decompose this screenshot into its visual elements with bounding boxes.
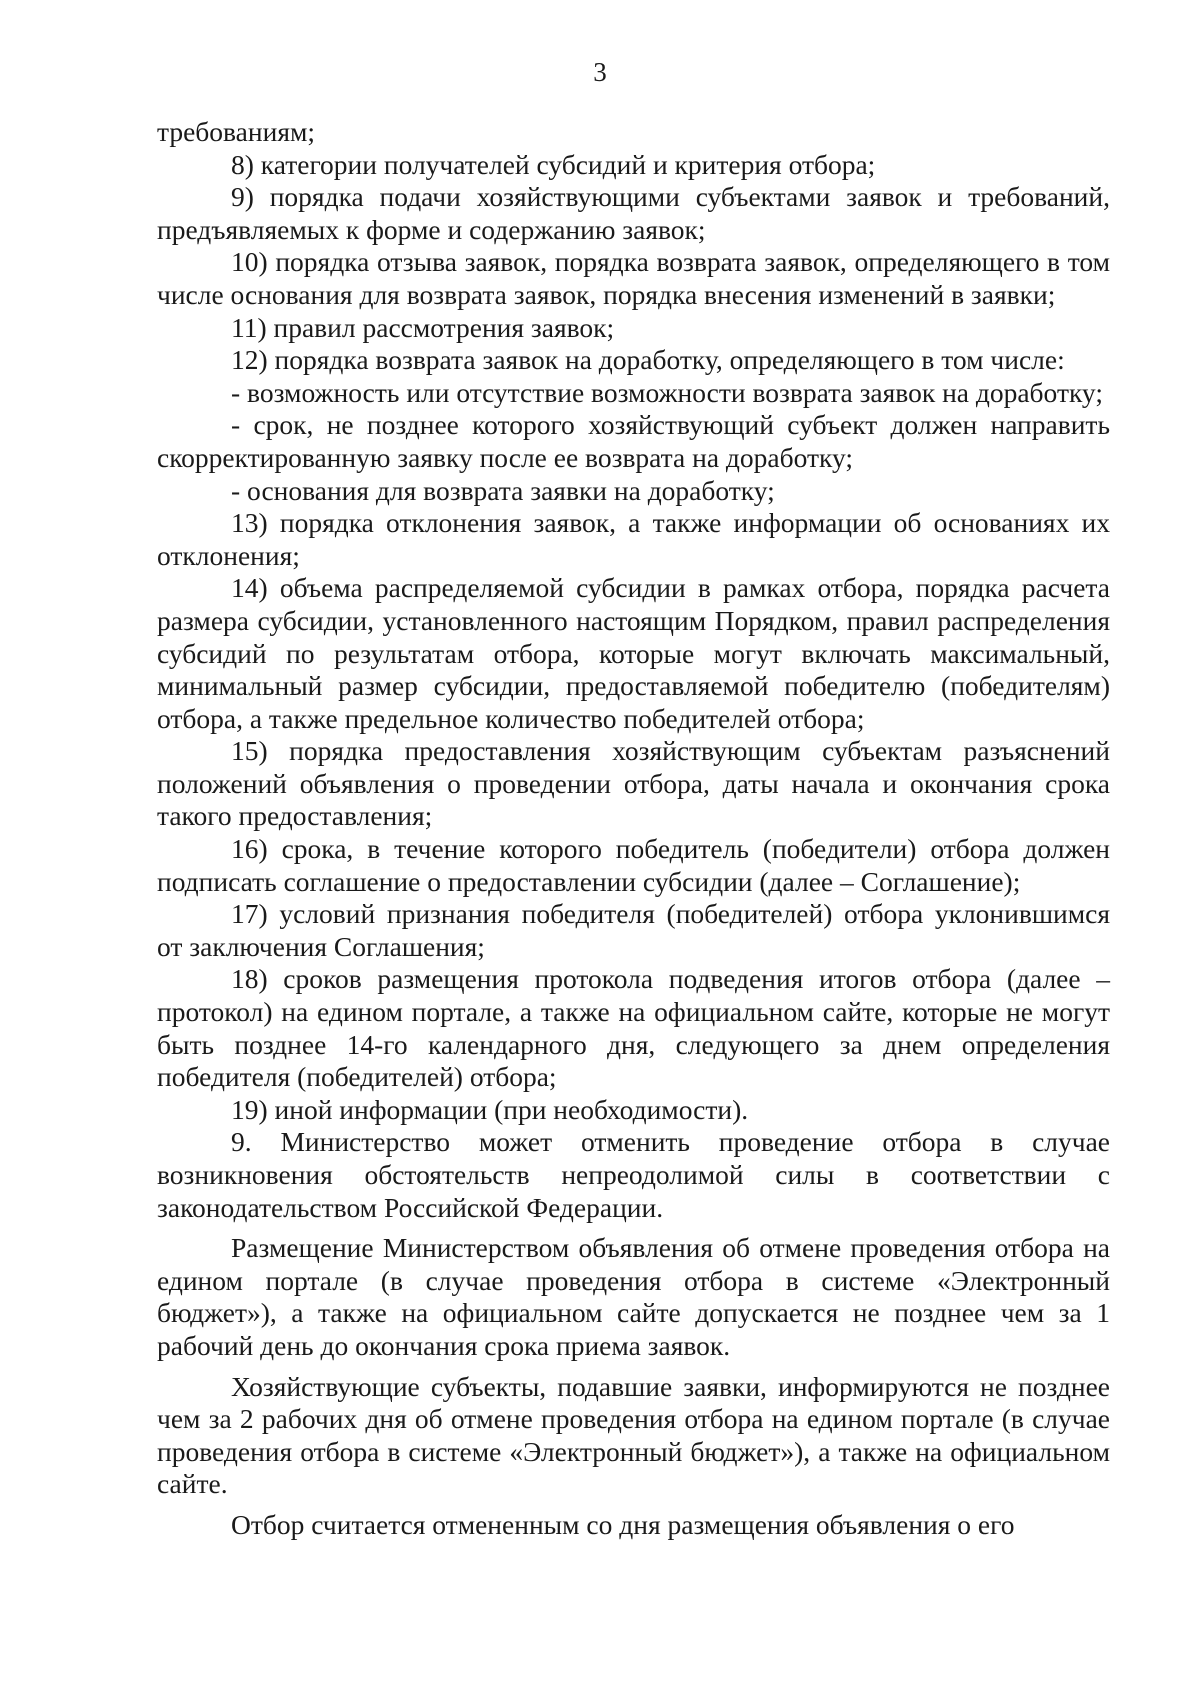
- paragraph: - срок, не позднее которого хозяйствующий субъект должен направить скорректированную заявку после ее возврата на доработку;: [157, 409, 1110, 473]
- paragraph: 9) порядка подачи хозяйствующими субъектами заявок и требований, предъявляемых к форме и содержанию заявок;: [157, 181, 1110, 245]
- paragraph: 14) объема распределяемой субсидии в рамках отбора, порядка расчета размера субсидии, установленного настоящим Порядком, правил распределения субсидий по результатам отбора, которые могут включать максимальный, минимальный размер субсидии, предоставляемой победителю (победителям) отбора, а также предельное количество победителей отбора;: [157, 572, 1110, 734]
- paragraph: Хозяйствующие субъекты, подавшие заявки, информируются не позднее чем за 2 рабочих дня об отмене проведения отбора на едином портале (в случае проведения отбора в системе «Электронный бюджет»), а также на официальном сайте.: [157, 1370, 1110, 1500]
- paragraph: 8) категории получателей субсидий и критерия отбора;: [231, 148, 876, 180]
- paragraph: 12) порядка возврата заявок на доработку, определяющего в том числе:: [231, 344, 1065, 376]
- paragraph: - основания для возврата заявки на доработку;: [231, 474, 775, 506]
- paragraph: 16) срока, в течение которого победитель (победители) отбора должен подписать соглашение о предоставлении субсидии (далее – Соглашение);: [157, 833, 1110, 897]
- paragraph: Размещение Министерством объявления об отмене проведения отбора на едином портале (в случае проведения отбора в системе «Электронный бюджет»), а также на официальном сайте допускается не позднее чем за 1 рабочий день до окончания срока приема заявок.: [157, 1232, 1110, 1361]
- page-number: 3: [593, 57, 607, 87]
- paragraph: 10) порядка отзыва заявок, порядка возврата заявок, определяющего в том числе основания для возврата заявок, порядка внесения изменений в заявки;: [157, 246, 1110, 310]
- paragraph: - возможность или отсутствие возможности возврата заявок на доработку;: [231, 376, 1103, 408]
- paragraph: 17) условий признания победителя (победителей) отбора уклонившимся от заключения Соглашения;: [157, 898, 1110, 962]
- document-body: [157, 116, 1110, 1542]
- paragraph: Отбор считается отмененным со дня размещения объявления о его: [231, 1508, 1015, 1540]
- paragraph: 15) порядка предоставления хозяйствующим субъектам разъяснений положений объявления о проведении отбора, даты начала и окончания срока такого предоставления;: [157, 735, 1110, 832]
- paragraph: 11) правил рассмотрения заявок;: [231, 311, 615, 343]
- paragraph: 13) порядка отклонения заявок, а также информации об основаниях их отклонения;: [157, 507, 1110, 571]
- paragraph: 18) сроков размещения протокола подведения итогов отбора (далее – протокол) на едином портале, а также на официальном сайте, которые не могут быть позднее 14-го календарного дня, следующего за днем определения победителя (победителей) отбора;: [157, 963, 1110, 1093]
- paragraph: 9. Министерство может отменить проведение отбора в случае возникновения обстоятельств непреодолимой силы в соответствии с законодательством Российской Федерации.: [157, 1126, 1110, 1223]
- paragraph: 19) иной информации (при необходимости).: [231, 1093, 749, 1125]
- paragraph: требованиям;: [157, 116, 316, 147]
